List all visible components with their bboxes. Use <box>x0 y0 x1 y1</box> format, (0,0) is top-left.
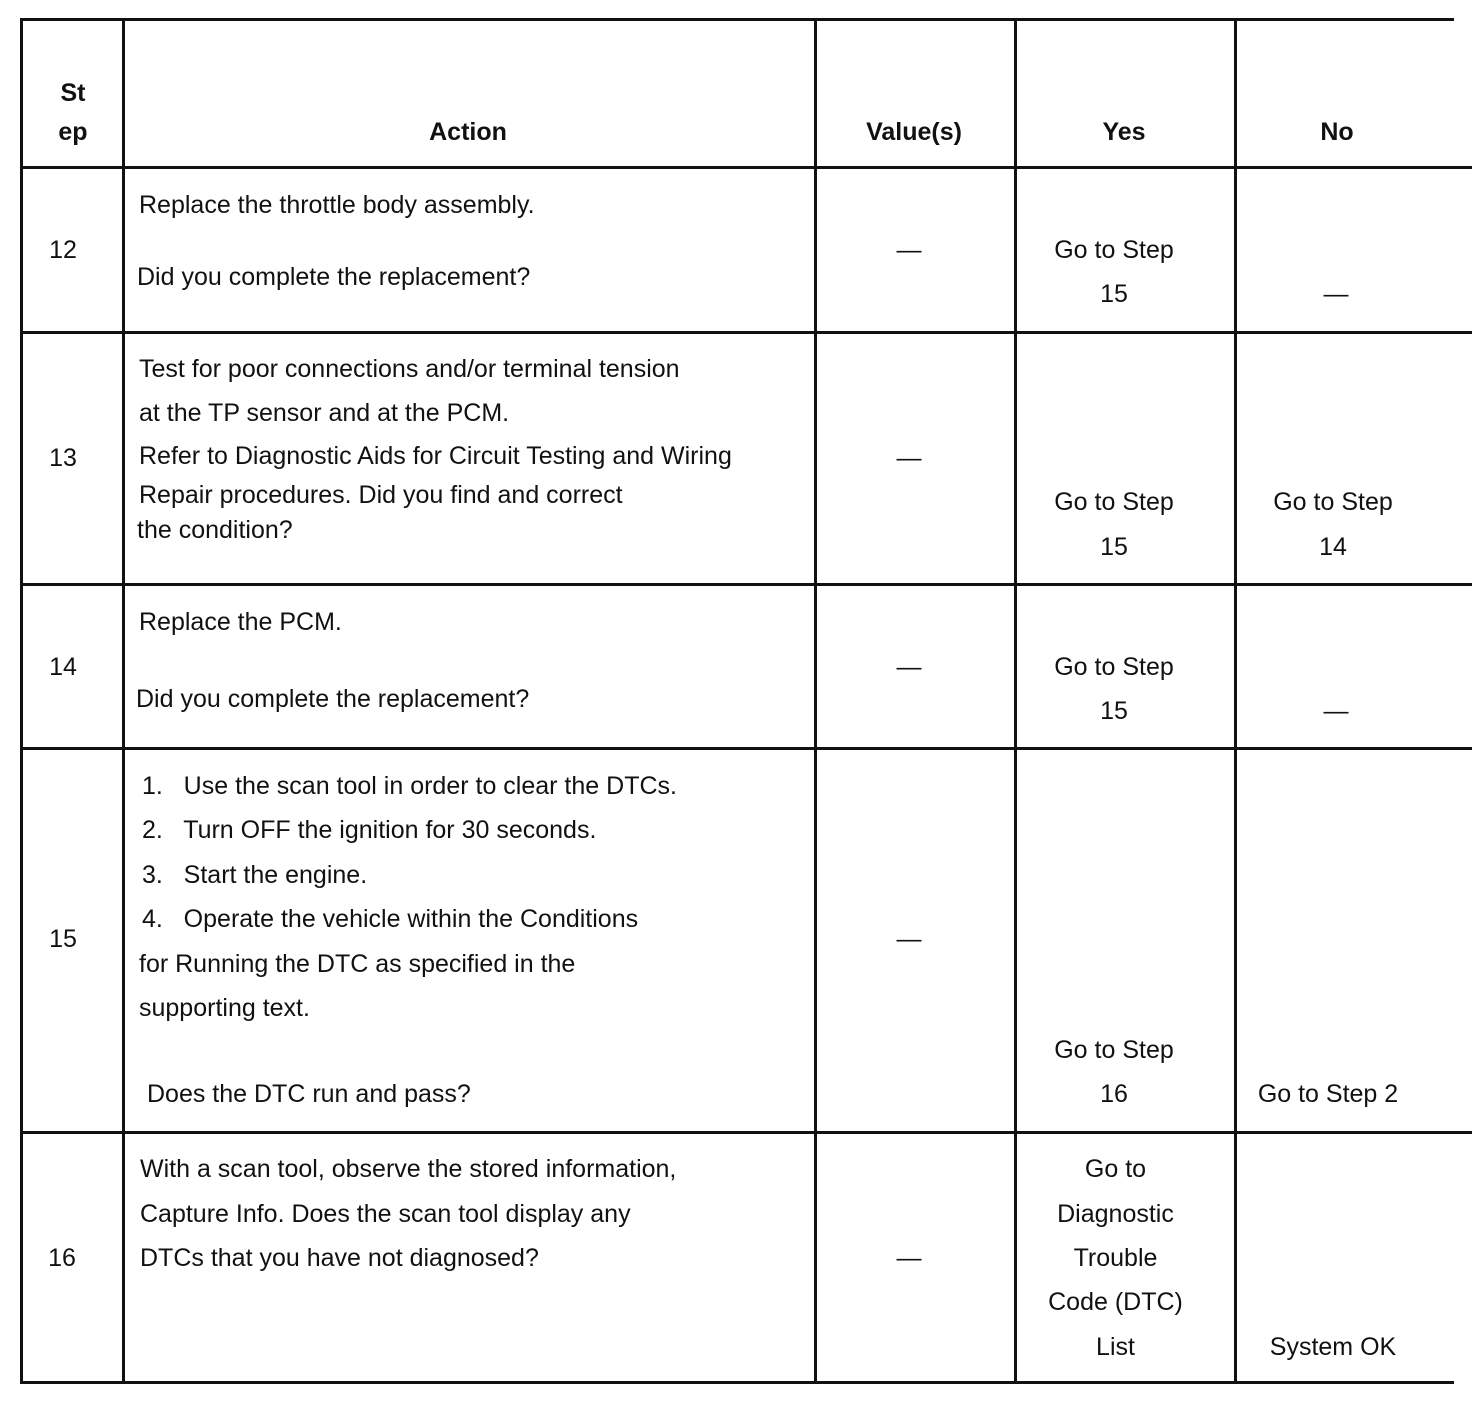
row-divider <box>23 747 1472 750</box>
yes-line: Code (DTC) <box>1048 1288 1183 1316</box>
yes-line: Go to Step <box>1054 1036 1174 1064</box>
step-number: 16 <box>48 1244 76 1272</box>
value-cell: — <box>896 653 922 681</box>
value-cell: — <box>896 444 922 472</box>
action-line: Repair procedures. Did you find and correct <box>139 481 623 509</box>
action-line: Did you complete the replacement? <box>136 685 530 713</box>
row-divider <box>23 583 1472 586</box>
action-line: the condition? <box>137 516 293 544</box>
action-line: for Running the DTC as specified in the <box>139 950 576 978</box>
yes-line: Go to Step <box>1054 236 1174 264</box>
action-line: Does the DTC run and pass? <box>147 1080 471 1108</box>
step-number: 14 <box>49 653 77 681</box>
yes-line: Go to Step <box>1054 488 1174 516</box>
row-divider <box>23 1131 1472 1134</box>
step-number: 12 <box>49 236 77 264</box>
action-line: With a scan tool, observe the stored information, <box>140 1155 677 1183</box>
no-line: Go to Step 2 <box>1257 1080 1399 1108</box>
col-divider <box>122 21 125 1381</box>
header-no: No <box>1320 118 1354 146</box>
value-cell: — <box>896 1244 922 1272</box>
action-line: Did you complete the replacement? <box>137 263 531 291</box>
yes-line: Go to Step <box>1054 653 1174 681</box>
action-line: at the TP sensor and at the PCM. <box>139 399 510 427</box>
action-line: Capture Info. Does the scan tool display any <box>140 1200 631 1228</box>
row-divider <box>23 166 1472 169</box>
action-line: DTCs that you have not diagnosed? <box>140 1244 539 1272</box>
header-action: Action <box>429 118 507 146</box>
action-line: Replace the PCM. <box>139 608 342 636</box>
action-line: 4. Operate the vehicle within the Conditions <box>142 905 639 933</box>
yes-line: 15 <box>1100 533 1128 561</box>
action-line: 2. Turn OFF the ignition for 30 seconds. <box>142 816 597 844</box>
action-line: Test for poor connections and/or terminal tension <box>139 355 680 383</box>
col-divider <box>814 21 817 1381</box>
row-divider <box>23 331 1472 334</box>
yes-line: 15 <box>1100 697 1128 725</box>
step-number: 13 <box>49 444 77 472</box>
yes-line: 15 <box>1100 280 1128 308</box>
yes-line: 16 <box>1100 1080 1128 1108</box>
yes-line: Diagnostic <box>1057 1200 1174 1228</box>
action-line: 3. Start the engine. <box>142 861 368 889</box>
header-yes: Yes <box>1102 118 1146 146</box>
header-step-line2: ep <box>58 118 88 146</box>
yes-line: List <box>1096 1333 1135 1361</box>
value-cell: — <box>896 236 922 264</box>
no-line: System OK <box>1269 1333 1397 1361</box>
header-step-line1: St <box>60 79 86 107</box>
value-cell: — <box>896 925 922 953</box>
action-line: Refer to Diagnostic Aids for Circuit Testing and Wiring <box>139 442 732 470</box>
action-line: supporting text. <box>139 994 310 1022</box>
action-line: Replace the throttle body assembly. <box>139 191 535 219</box>
step-number: 15 <box>49 925 77 953</box>
no-line: — <box>1323 697 1349 725</box>
action-line: 1. Use the scan tool in order to clear the DTCs. <box>142 772 677 800</box>
no-line: Go to Step <box>1273 488 1393 516</box>
no-line: — <box>1323 280 1349 308</box>
no-line: 14 <box>1319 533 1347 561</box>
header-values: Value(s) <box>866 118 962 146</box>
yes-line: Trouble <box>1073 1244 1158 1272</box>
yes-line: Go to <box>1084 1155 1147 1183</box>
